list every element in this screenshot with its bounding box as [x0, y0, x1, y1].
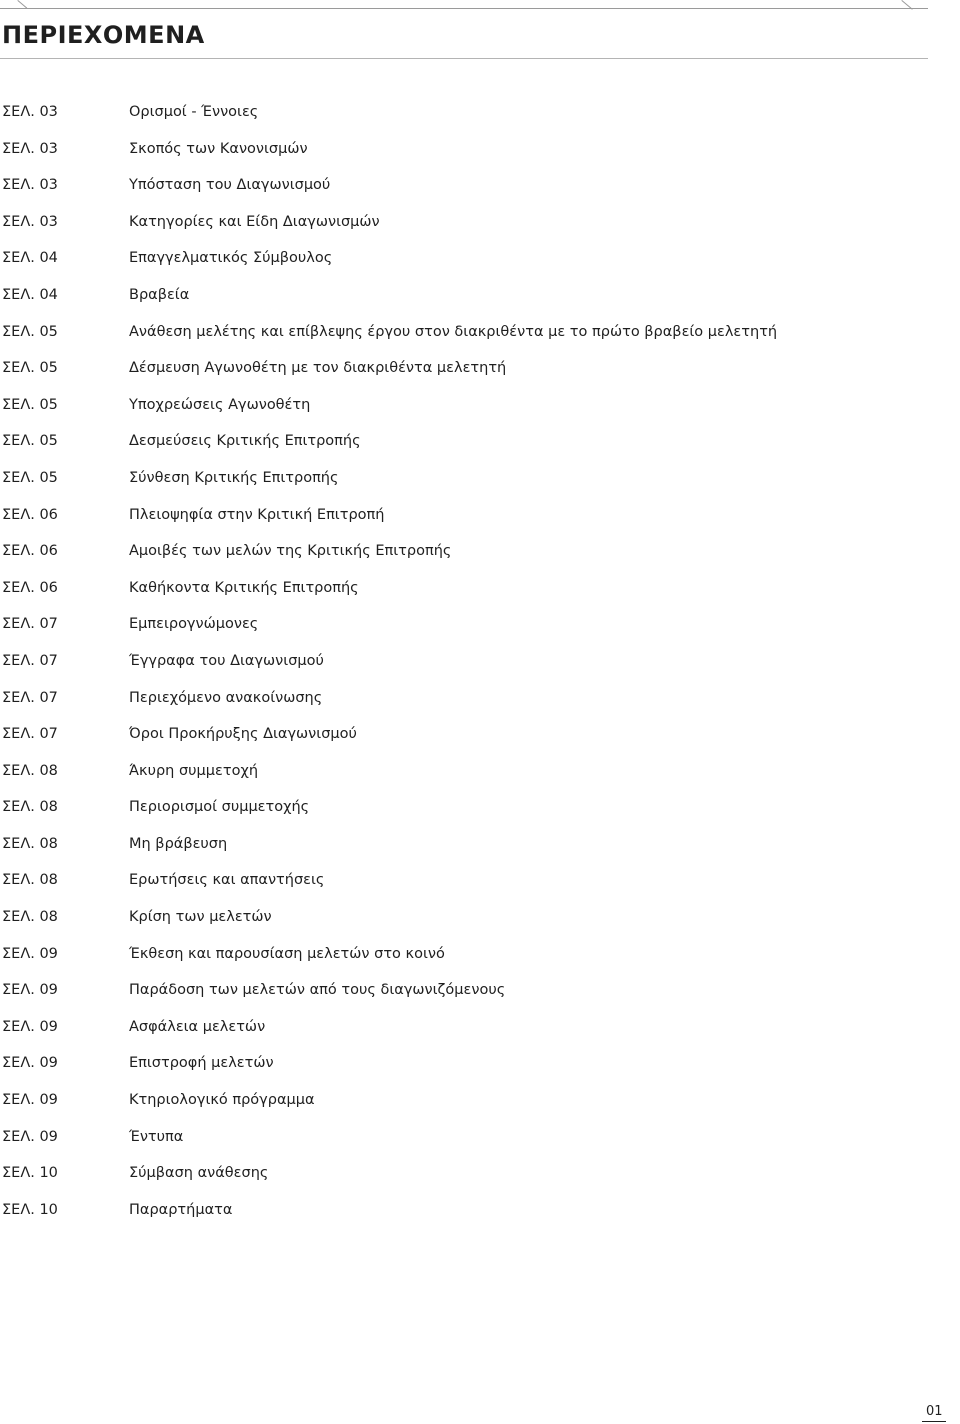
toc-page-ref: ΣΕΛ. 06 — [2, 543, 58, 560]
toc-entry-label: Σκοπός των Κανονισμών — [129, 140, 308, 157]
page-title: ΠΕΡΙΕΧΟΜΕΝΑ — [2, 21, 205, 49]
toc-entry[interactable] — [0, 101, 777, 138]
top-rule — [0, 8, 928, 9]
toc-page-ref: ΣΕΛ. 05 — [2, 396, 58, 413]
toc-entry[interactable] — [0, 1199, 777, 1236]
toc-entry-label: Κατηγορίες και Είδη Διαγωνισμών — [129, 213, 380, 230]
toc-entry-label: Δεσμεύσεις Κριτικής Επιτροπής — [129, 433, 361, 450]
toc-entry-label: Υπόσταση του Διαγωνισμού — [129, 177, 331, 194]
toc-page-ref: ΣΕΛ. 07 — [2, 652, 58, 669]
toc-entry[interactable] — [0, 833, 777, 870]
toc-page-ref: ΣΕΛ. 08 — [2, 762, 58, 779]
toc-page-ref: ΣΕΛ. 03 — [2, 104, 58, 120]
toc-page-ref: ΣΕΛ. 09 — [2, 945, 58, 962]
toc-entry[interactable] — [0, 357, 777, 394]
toc-entry[interactable] — [0, 394, 777, 431]
toc-entry[interactable] — [0, 906, 777, 943]
toc-page-ref: ΣΕΛ. 09 — [2, 1055, 58, 1072]
toc-entry[interactable] — [0, 687, 777, 724]
toc-entry[interactable] — [0, 1126, 777, 1163]
toc-entry[interactable] — [0, 1089, 777, 1126]
toc-entry[interactable] — [0, 1052, 777, 1089]
toc-entry[interactable] — [0, 504, 777, 541]
toc-entry[interactable] — [0, 467, 777, 504]
toc-entry[interactable] — [0, 613, 777, 650]
toc-entry-label: Περιορισμοί συμμετοχής — [129, 799, 310, 816]
toc-entry-label: Έκθεση και παρουσίαση μελετών στο κοινό — [129, 945, 445, 962]
toc-entry-label: Έγγραφα του Διαγωνισμού — [129, 652, 324, 669]
toc-entry[interactable] — [0, 138, 777, 175]
toc-entry[interactable] — [0, 430, 777, 467]
toc-entry[interactable] — [0, 650, 777, 687]
toc-page-ref: ΣΕΛ. 05 — [2, 323, 58, 340]
toc-page-ref: ΣΕΛ. 08 — [2, 835, 58, 852]
toc-entry[interactable] — [0, 174, 777, 211]
toc-entry-label: Πλειοψηφία στην Κριτική Επιτροπή — [129, 506, 385, 523]
toc-entry[interactable] — [0, 284, 777, 321]
toc-entry-label: Καθήκοντα Κριτικής Επιτροπής — [129, 579, 359, 596]
toc-page-ref: ΣΕΛ. 10 — [2, 1165, 58, 1182]
toc-entry-label: Περιεχόμενο ανακοίνωσης — [129, 689, 323, 706]
toc-page-ref: ΣΕΛ. 06 — [2, 579, 58, 596]
toc-page-ref: ΣΕΛ. 08 — [2, 872, 58, 889]
toc-entry[interactable] — [0, 1016, 777, 1053]
toc-entry[interactable] — [0, 247, 777, 284]
toc-entry-label: Κτηριολογικό πρόγραμμα — [129, 1092, 315, 1109]
toc-page-ref: ΣΕΛ. 05 — [2, 469, 58, 486]
toc-entry-label: Εμπειρογνώμονες — [129, 616, 259, 633]
toc-entry-label: Ερωτήσεις και απαντήσεις — [129, 872, 325, 889]
toc-entry-label: Όροι Προκήρυξης Διαγωνισμού — [129, 726, 357, 743]
toc-page-ref: ΣΕΛ. 09 — [2, 982, 58, 999]
toc-page-ref: ΣΕΛ. 06 — [2, 506, 58, 523]
toc-entry-label: Σύνθεση Κριτικής Επιτροπής — [129, 469, 339, 486]
toc-page-ref: ΣΕΛ. 08 — [2, 799, 58, 816]
toc-entry[interactable] — [0, 723, 777, 760]
toc-page-ref: ΣΕΛ. 04 — [2, 250, 58, 267]
table-of-contents — [0, 101, 777, 1235]
toc-entry[interactable] — [0, 577, 777, 614]
toc-page-ref: ΣΕΛ. 07 — [2, 689, 58, 706]
toc-entry-label: Αμοιβές των μελών της Κριτικής Επιτροπής — [129, 543, 452, 560]
toc-page-ref: ΣΕΛ. 07 — [2, 616, 58, 633]
toc-page-ref: ΣΕΛ. 04 — [2, 286, 58, 303]
toc-entry-label: Άκυρη συμμετοχή — [129, 762, 259, 779]
toc-entry[interactable] — [0, 796, 777, 833]
toc-entry-label: Παραρτήματα — [129, 1201, 233, 1218]
toc-entry-label: Κρίση των μελετών — [129, 909, 272, 926]
toc-entry-label: Ανάθεση μελέτης και επίβλεψης έργου στον διακριθέντα με το πρώτο βραβείο μελετητή — [129, 323, 778, 340]
toc-entry-label: Βραβεία — [129, 286, 190, 303]
title-rule — [0, 58, 928, 59]
toc-entry-label: Υποχρεώσεις Αγωνοθέτη — [129, 396, 311, 413]
toc-entry-label: Έντυπα — [129, 1128, 184, 1145]
toc-entry[interactable] — [0, 1162, 777, 1199]
toc-page-ref: ΣΕΛ. 03 — [2, 177, 58, 194]
toc-page-ref: ΣΕΛ. 05 — [2, 433, 58, 450]
toc-page-ref: ΣΕΛ. 10 — [2, 1201, 58, 1218]
toc-entry-label: Μη βράβευση — [129, 835, 228, 852]
toc-entry-label: Παράδοση των μελετών από τους διαγωνιζόμενους — [129, 982, 506, 999]
toc-entry-label: Δέσμευση Αγωνοθέτη με τον διακριθέντα μελετητή — [129, 360, 507, 377]
page-number: 01 — [926, 1404, 943, 1419]
toc-entry-label: Ορισμοί - Έννοιες — [129, 104, 259, 120]
toc-page-ref: ΣΕΛ. 09 — [2, 1128, 58, 1145]
toc-page-ref: ΣΕΛ. 09 — [2, 1092, 58, 1109]
toc-page-ref: ΣΕΛ. 03 — [2, 213, 58, 230]
toc-entry-label: Ασφάλεια μελετών — [129, 1018, 266, 1035]
toc-entry[interactable] — [0, 321, 777, 358]
toc-page-ref: ΣΕΛ. 03 — [2, 140, 58, 157]
toc-entry[interactable] — [0, 211, 777, 248]
toc-page-ref: ΣΕΛ. 08 — [2, 909, 58, 926]
toc-entry-label: Επαγγελματικός Σύμβουλος — [129, 250, 333, 267]
toc-entry[interactable] — [0, 979, 777, 1016]
toc-entry[interactable] — [0, 540, 777, 577]
toc-entry[interactable] — [0, 869, 777, 906]
toc-page-ref: ΣΕΛ. 09 — [2, 1018, 58, 1035]
toc-entry[interactable] — [0, 943, 777, 980]
toc-page-ref: ΣΕΛ. 05 — [2, 360, 58, 377]
toc-entry-label: Σύμβαση ανάθεσης — [129, 1165, 269, 1182]
toc-page-ref: ΣΕΛ. 07 — [2, 726, 58, 743]
toc-entry-label: Επιστροφή μελετών — [129, 1055, 274, 1072]
page-number-underline — [922, 1421, 946, 1422]
toc-entry[interactable] — [0, 760, 777, 797]
